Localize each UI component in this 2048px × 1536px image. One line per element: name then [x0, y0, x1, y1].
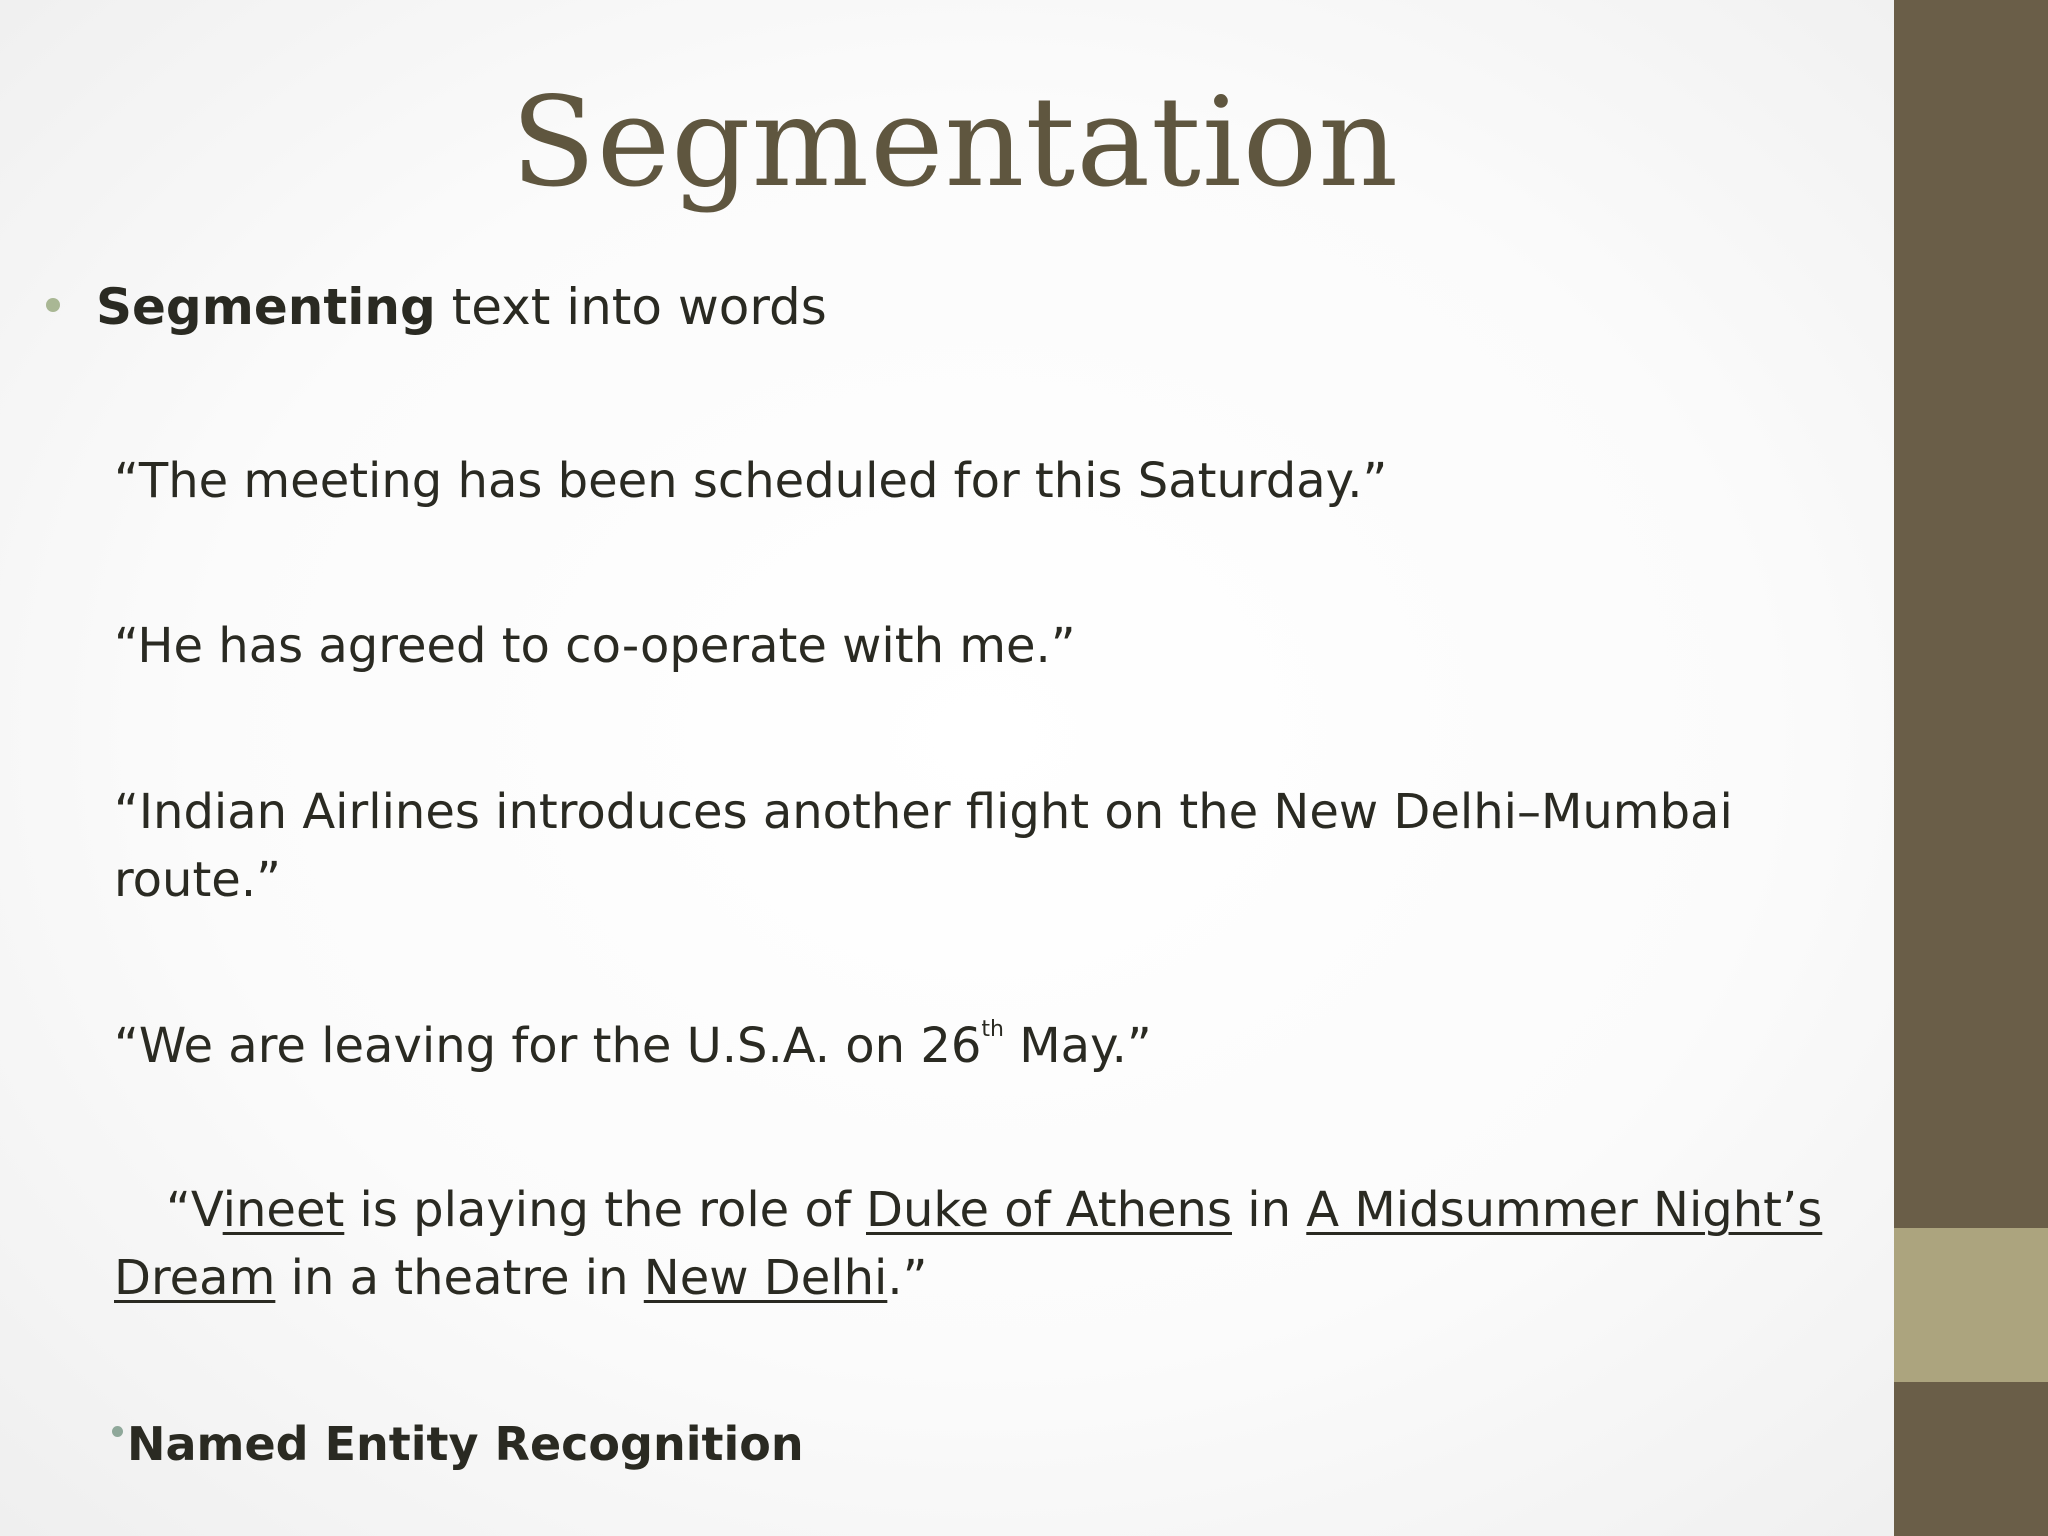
bullet-bold-text: Segmenting [96, 278, 436, 336]
example-5-text-1: is playing the role of [344, 1182, 866, 1238]
slide-title: Segmentation [510, 71, 1400, 215]
example-3-line-1: “Indian Airlines introduces another flight on the New Delhi–Mumbai [114, 784, 1733, 840]
example-5-line-2 [114, 1244, 1822, 1312]
bullet-text: text into words [435, 278, 827, 336]
entity-new-delhi: New Delhi [643, 1250, 888, 1306]
example-4 [114, 1012, 1152, 1080]
example-5-line-1 [114, 1176, 1822, 1244]
example-5-open: “V [166, 1182, 223, 1238]
example-5-text-2: in [1231, 1182, 1307, 1238]
example-3 [114, 778, 1733, 914]
example-4-superscript: th [981, 1017, 1004, 1042]
example-2: “He has agreed to co-operate with me.” [114, 618, 1076, 674]
example-5 [114, 1176, 1822, 1312]
sub-bullet [112, 1410, 804, 1478]
bullet-dot-icon [46, 298, 60, 312]
example-4-text-end: May.” [1003, 1018, 1152, 1074]
entity-vineet: ineet [222, 1182, 345, 1238]
sub-bullet-text: Named Entity Recognition [127, 1417, 804, 1471]
example-3-line-2: route.” [114, 852, 281, 908]
side-accent [1894, 1228, 2048, 1382]
entity-midsummer: A Midsummer Night’s [1306, 1182, 1823, 1238]
example-4-text: “We are leaving for the U.S.A. on 26 [114, 1018, 982, 1074]
example-5-close: .” [887, 1250, 928, 1306]
example-1: “The meeting has been scheduled for this Saturday.” [114, 453, 1388, 509]
sub-bullet-dot-icon [112, 1426, 123, 1437]
entity-dream: Dream [114, 1250, 276, 1306]
example-5-text-3: in a theatre in [275, 1250, 644, 1306]
entity-duke-of-athens: Duke of Athens [866, 1182, 1232, 1238]
main-bullet [46, 272, 827, 342]
